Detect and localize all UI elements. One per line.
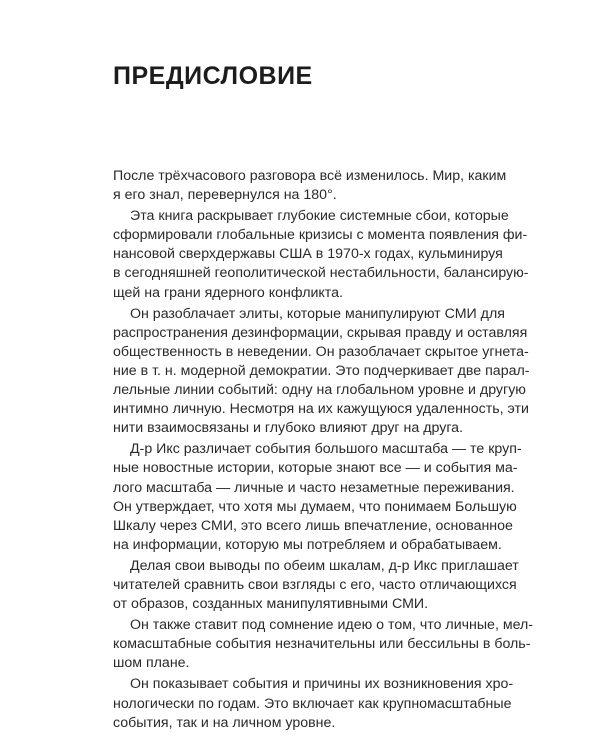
text-line: лельные линии событий: одну на глобальном уровне и другую — [113, 382, 526, 399]
text-line: Шкалу через СМИ, это всего лишь впечатление, основанное — [113, 517, 513, 534]
paragraph-6 — [113, 616, 534, 673]
text-line: Делая свои выводы по обеим шкалам, д-р Икс приглашает — [130, 557, 519, 574]
text-line: события, так и на личном уровне. — [113, 714, 336, 731]
body-text — [113, 167, 534, 735]
page-title: ПРЕДИСЛОВИЕ — [113, 62, 313, 90]
text-line: от образов, созданных манипулятивными СМИ. — [113, 596, 429, 613]
text-line: я его знал, перевернулся на 180°. — [113, 187, 337, 204]
text-line: ние в т. н. модерной демократии. Это подчеркивает две парал- — [113, 362, 530, 379]
text-line: общественность в неведении. Он разоблачает скрытое угнета- — [113, 343, 529, 360]
paragraph-2 — [113, 207, 529, 302]
paragraph-3 — [113, 305, 530, 439]
text-line: читателей сравнить свои взгляды с его, часто отличающихся — [113, 576, 517, 593]
text-line: нологически по годам. Это включает как крупномасштабные — [113, 695, 512, 712]
text-line: Он показывает события и причины их возникновения хро- — [130, 676, 514, 693]
text-line: комасштабные события незначительны или бессильны в боль- — [113, 636, 531, 653]
text-line: Он разоблачает элиты, которые манипулируют СМИ для — [130, 305, 505, 322]
text-line: шом плане. — [113, 655, 190, 672]
text-line: Д-р Икс различает события большого масштаба — те круп- — [130, 441, 522, 458]
paragraph-7 — [113, 675, 514, 732]
text-line: Он также ставит под сомнение идею о том, что личные, мел- — [130, 617, 534, 634]
text-line: Эта книга раскрывает глубокие системные сбои, которые — [130, 208, 509, 225]
text-line: После трёхчасового разговора всё изменилось. Мир, каким — [113, 168, 507, 184]
paragraph-5 — [113, 557, 519, 614]
text-line: щей на грани ядерного конфликта. — [113, 284, 343, 301]
paragraph-1 — [113, 167, 507, 205]
text-line: интимно личную. Несмотря на их кажущуюся удаленность, эти — [113, 401, 529, 418]
text-line: Он утверждает, что хотя мы думаем, что понимаем Большую — [113, 498, 517, 515]
text-line: нансовой сверхдержавы США в 1970-х годах, кульминируя — [113, 246, 503, 263]
text-line: нити взаимосвязаны и глубоко влияют друг на друга. — [113, 420, 464, 437]
text-line: сформировали глобальные кризисы с момента появления фи- — [113, 227, 528, 244]
text-line: лого масштаба — личные и часто незаметные переживания. — [113, 479, 515, 496]
text-line: в сегодняшней геополитической нестабильности, балансирую- — [113, 265, 529, 282]
text-line: распространения дезинформации, скрывая правду и оставляя — [113, 324, 528, 341]
paragraph-4 — [113, 440, 522, 555]
text-line: на информации, которую мы потребляем и обрабатываем. — [113, 536, 502, 553]
text-line: ные новостные истории, которые знают все — и события ма- — [113, 460, 518, 477]
